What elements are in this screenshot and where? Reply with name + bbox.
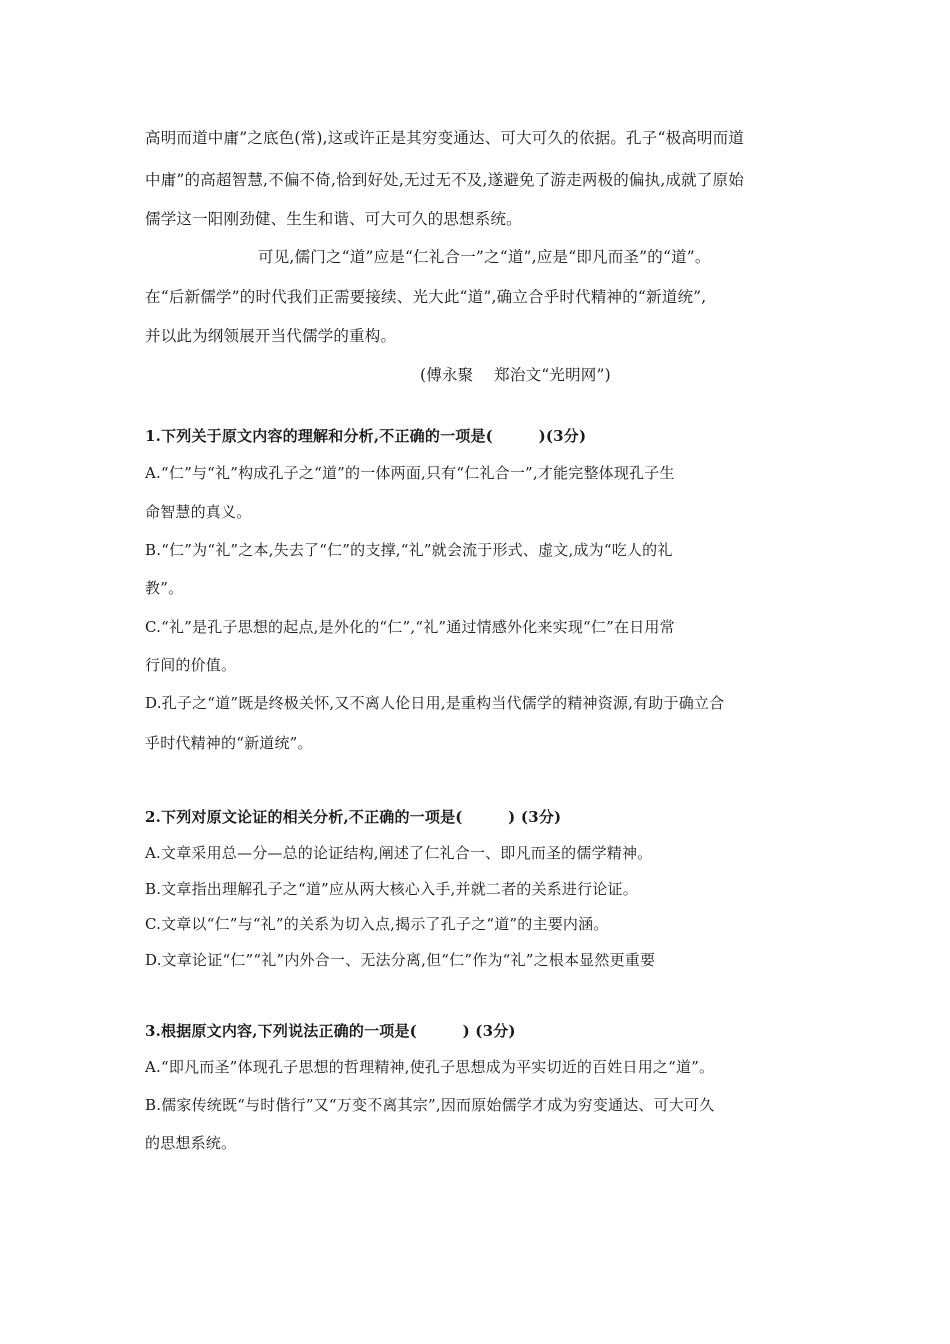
source-citation: (傅永聚 郑治文“光明网”) bbox=[420, 366, 611, 384]
option-b: B.儒家传统既“与时偕行”又“万变不离其宗”,因而原始儒学才成为穷变通达、可大可久 bbox=[145, 1096, 715, 1114]
option-c-cont: 行间的价值。 bbox=[145, 656, 237, 674]
option-a-cont: 命智慧的真义。 bbox=[145, 503, 252, 521]
option-d: D.文章论证“仁”“礼”内外合一、无法分离,但“仁”作为“礼”之根本显然更重要 bbox=[145, 951, 656, 969]
question-stem: 3.根据原文内容,下列说法正确的一项是( ) (3分) bbox=[145, 1022, 516, 1040]
option-a: A.“仁”与“礼”构成孔子之“道”的一体两面,只有“仁礼合一”,才能完整体现孔子生 bbox=[145, 464, 675, 482]
option-b-cont: 教”。 bbox=[145, 579, 184, 597]
question-stem: 2.下列对原文论证的相关分析,不正确的一项是( ) (3分) bbox=[145, 808, 562, 826]
passage-line: 并以此为纲领展开当代儒学的重构。 bbox=[145, 327, 397, 345]
option-a: A.“即凡而圣”体现孔子思想的哲理精神,使孔子思想成为平实切近的百姓日用之“道”。 bbox=[145, 1058, 715, 1076]
option-b: B.“仁”为“礼”之本,失去了“仁”的支撑,“礼”就会流于形式、虚文,成为“吃人的礼 bbox=[145, 541, 673, 559]
question-stem: 1.下列关于原文内容的理解和分析,不正确的一项是( )(3分) bbox=[145, 427, 587, 445]
option-d: D.孔子之“道”既是终极关怀,又不离人伦日用,是重构当代儒学的精神资源,有助于确立合 bbox=[145, 694, 725, 712]
option-a: A.文章采用总—分—总的论证结构,阐述了仁礼合一、即凡而圣的儒学精神。 bbox=[145, 844, 653, 862]
option-c: C.“礼”是孔子思想的起点,是外化的“仁”,“礼”通过情感外化来实现“仁”在日用常 bbox=[145, 618, 675, 636]
option-b-cont: 的思想系统。 bbox=[145, 1134, 237, 1152]
passage-line: 儒学这一阳刚劲健、生生和谐、可大可久的思想系统。 bbox=[145, 210, 522, 228]
option-d-cont: 乎时代精神的“新道统”。 bbox=[145, 734, 313, 752]
passage-line: 在“后新儒学”的时代我们正需要接续、光大此“道”,确立合乎时代精神的“新道统”, bbox=[145, 288, 707, 306]
option-c: C.文章以“仁”与“礼”的关系为切入点,揭示了孔子之“道”的主要内涵。 bbox=[145, 915, 609, 933]
passage-line: 高明而道中庸”之底色(常),这或许正是其穷变通达、可大可久的依据。孔子“极高明而道 bbox=[145, 129, 745, 147]
passage-line: 中庸”的高超智慧,不偏不倚,恰到好处,无过无不及,遂避免了游走两极的偏执,成就了原始 bbox=[145, 171, 744, 189]
option-b: B.文章指出理解孔子之“道”应从两大核心入手,并就二者的关系进行论证。 bbox=[145, 880, 638, 898]
passage-line: 可见,儒门之“道”应是“仁礼合一”之“道”,应是“即凡而圣”的“道”。 bbox=[258, 248, 711, 266]
